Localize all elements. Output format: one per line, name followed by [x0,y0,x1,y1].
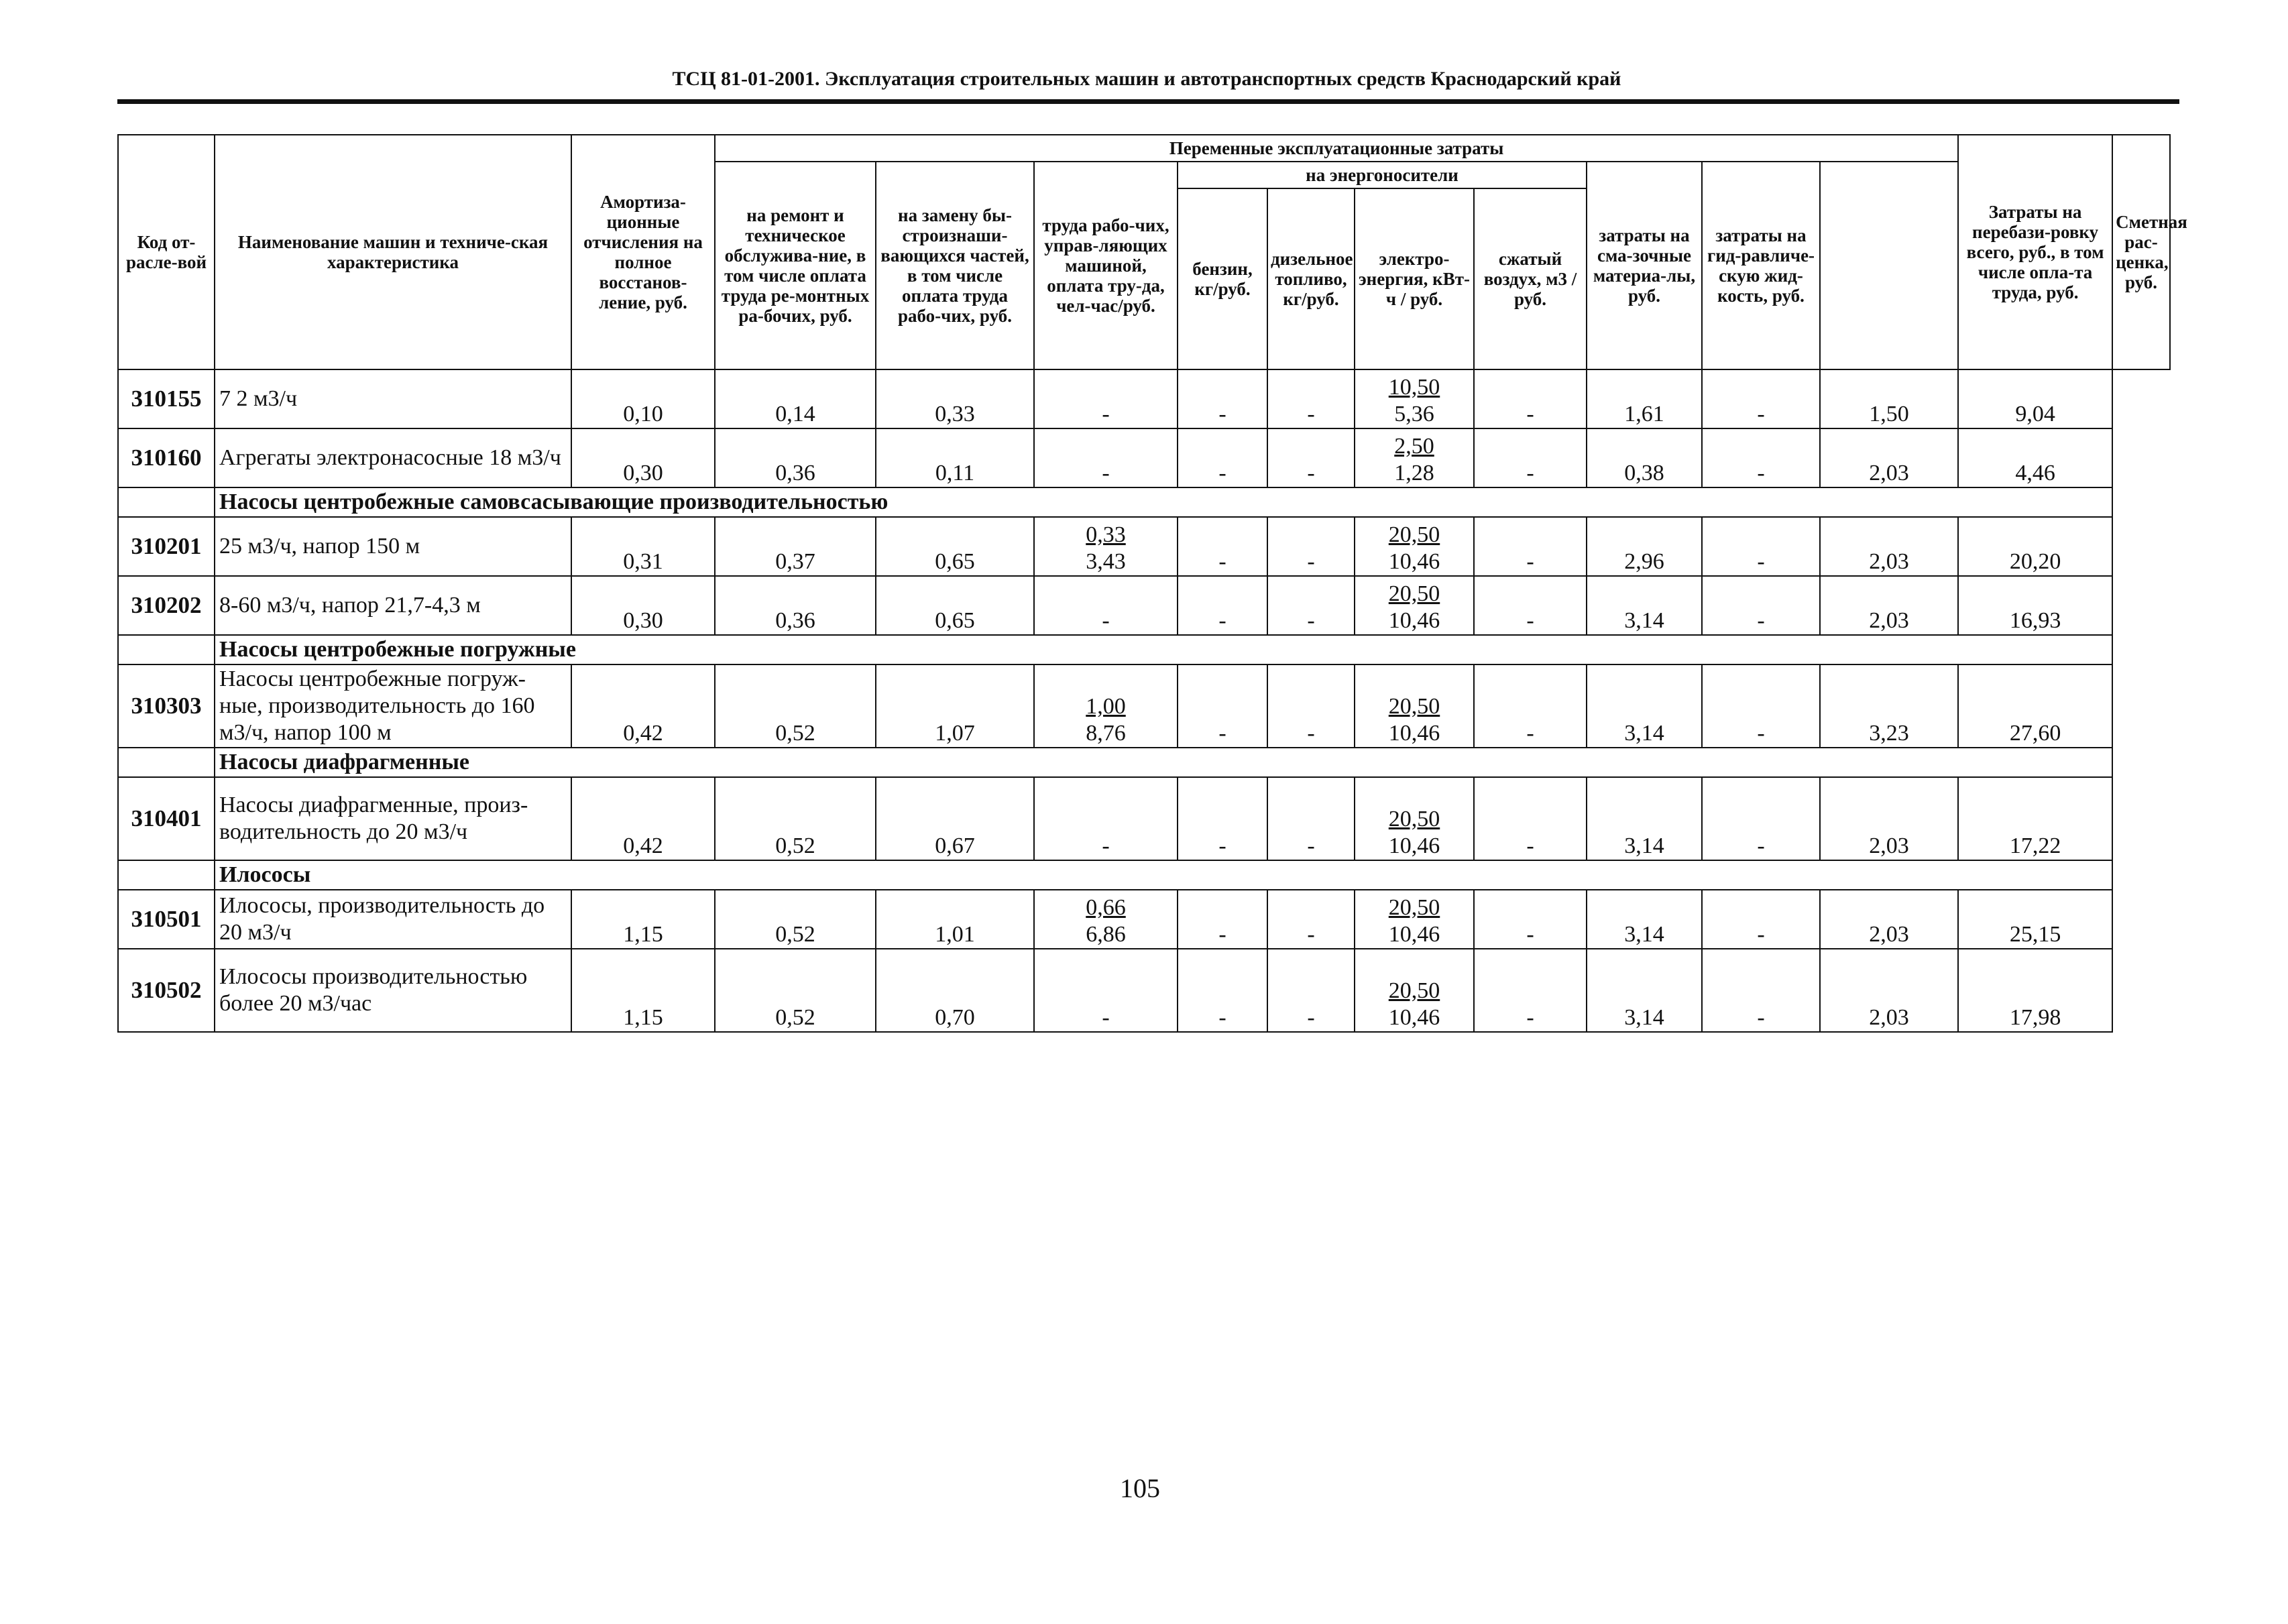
row-code: 310202 [118,576,215,635]
row-rate: 20,20 [1958,517,2112,576]
row-labor-cell [1034,777,1178,860]
row-petrol: - [1178,517,1267,576]
row-electric-cell [1355,949,1474,1032]
row-electric-cell [1355,890,1474,949]
row-repair: 0,52 [715,664,876,748]
table-body [118,369,2170,1032]
row-rate: 4,46 [1958,428,2112,487]
section-heading-row [118,748,2170,777]
electric-cost: 1,28 [1394,461,1434,485]
row-code: 310501 [118,890,215,949]
row-rate: 27,60 [1958,664,2112,748]
row-petrol: - [1178,576,1267,635]
col-header-parts: на замену бы-строизнаши-вающихся частей, в том числе оплата труда рабо-чих, руб. [876,162,1034,369]
row-code: 310160 [118,428,215,487]
electric-kwh: 20,50 [1388,807,1440,831]
section-code-cell [118,860,215,890]
labor-cost: - [1102,461,1110,485]
row-diesel: - [1267,890,1355,949]
table-row [118,517,2170,576]
col-header-amort: Амортиза-ционные отчисления на полное восстанов-ление, руб. [571,135,715,369]
row-lube: 0,38 [1587,428,1702,487]
col-header-name: Наименование машин и техниче-ская характеристика [215,135,571,369]
electric-cost: 10,46 [1388,833,1440,858]
electric-cost: 10,46 [1388,549,1440,574]
row-air: - [1474,517,1587,576]
labor-cost: 6,86 [1086,922,1126,947]
row-electric-cell [1355,369,1474,428]
labor-hours: 0,66 [1086,895,1126,920]
row-labor-cell [1034,369,1178,428]
row-parts: 1,07 [876,664,1034,748]
row-code: 310155 [118,369,215,428]
row-name: Насосы центробежные погруж-ные, производительность до 160 м3/ч, напор 100 м [215,664,571,748]
table-row [118,890,2170,949]
table-row [118,576,2170,635]
labor-hours: 0,33 [1086,522,1126,547]
col-header-repair: на ремонт и техническое обслужива-ние, в том числе оплата труда ре-монтных ра-бочих, руб. [715,162,876,369]
labor-cost: 3,43 [1086,549,1126,574]
labor-hours: 1,00 [1086,694,1126,719]
labor-cost: - [1102,833,1110,858]
row-relocation: 3,23 [1820,664,1958,748]
row-diesel: - [1267,517,1355,576]
row-petrol: - [1178,777,1267,860]
row-repair: 0,52 [715,949,876,1032]
table-row [118,777,2170,860]
row-diesel: - [1267,777,1355,860]
row-petrol: - [1178,664,1267,748]
col-header-energy-group: на энергоносители [1178,162,1587,188]
row-code: 310401 [118,777,215,860]
labor-cost: - [1102,608,1110,633]
page-title: ТСЦ 81-01-2001. Эксплуатация строительных машин и автотранспортных средств Краснодарский край [672,68,1621,90]
page-number: 105 [1120,1473,1160,1503]
table-row [118,664,2170,748]
row-parts: 0,33 [876,369,1034,428]
row-amort: 1,15 [571,890,715,949]
table-row [118,369,2170,428]
section-heading: Насосы центробежные самовсасывающие производительностью [215,487,2112,517]
electric-cost: 10,46 [1388,922,1440,947]
row-relocation: 1,50 [1820,369,1958,428]
row-amort: 0,30 [571,428,715,487]
row-diesel: - [1267,369,1355,428]
col-header-code: Код от-расле-вой [118,135,215,369]
row-labor-cell [1034,517,1178,576]
col-header-rate: Сметная рас-ценка, руб. [2112,135,2170,369]
row-diesel: - [1267,428,1355,487]
row-lube: 3,14 [1587,576,1702,635]
row-relocation: 2,03 [1820,949,1958,1032]
rates-table [117,134,2187,1033]
row-relocation: 2,03 [1820,517,1958,576]
row-hydraulic: - [1702,949,1820,1032]
section-heading: Насосы диафрагменные [215,748,2112,777]
row-labor-cell [1034,664,1178,748]
row-air: - [1474,890,1587,949]
row-hydraulic: - [1702,428,1820,487]
electric-cost: 10,46 [1388,608,1440,633]
row-amort: 0,10 [571,369,715,428]
row-lube: 3,14 [1587,890,1702,949]
col-header-electric: электро-энергия, кВт-ч / руб. [1355,188,1474,369]
row-parts: 0,65 [876,576,1034,635]
row-lube: 3,14 [1587,777,1702,860]
row-name: 8-60 м3/ч, напор 21,7-4,3 м [215,576,571,635]
row-air: - [1474,369,1587,428]
row-code: 310303 [118,664,215,748]
row-lube: 2,96 [1587,517,1702,576]
section-heading-row [118,860,2170,890]
row-lube: 3,14 [1587,949,1702,1032]
row-labor-cell [1034,428,1178,487]
row-parts: 0,65 [876,517,1034,576]
electric-cost: 10,46 [1388,1005,1440,1030]
row-hydraulic: - [1702,369,1820,428]
row-air: - [1474,576,1587,635]
row-rate: 17,98 [1958,949,2112,1032]
row-hydraulic: - [1702,576,1820,635]
row-name: Насосы диафрагменные, произ-водительность до 20 м3/ч [215,777,571,860]
row-relocation: 2,03 [1820,576,1958,635]
row-repair: 0,36 [715,576,876,635]
row-repair: 0,36 [715,428,876,487]
row-name: Илососы производительностью более 20 м3/час [215,949,571,1032]
table-row [118,428,2170,487]
electric-kwh: 20,50 [1388,522,1440,547]
col-header-petrol: бензин, кг/руб. [1178,188,1267,369]
row-electric-cell [1355,576,1474,635]
section-heading-row [118,635,2170,664]
row-lube: 1,61 [1587,369,1702,428]
row-relocation: 2,03 [1820,777,1958,860]
row-relocation: 2,03 [1820,890,1958,949]
col-header-air: сжатый воздух, м3 / руб. [1474,188,1587,369]
labor-cost: 8,76 [1086,721,1126,746]
section-heading: Илососы [215,860,2112,890]
electric-kwh: 20,50 [1388,581,1440,606]
row-name: Илососы, производительность до 20 м3/ч [215,890,571,949]
electric-cost: 10,46 [1388,721,1440,746]
row-electric-cell [1355,428,1474,487]
row-relocation: 2,03 [1820,428,1958,487]
electric-kwh: 2,50 [1394,434,1434,459]
row-rate: 25,15 [1958,890,2112,949]
row-code: 310502 [118,949,215,1032]
row-repair: 0,52 [715,890,876,949]
section-heading: Насосы центробежные погружные [215,635,2112,664]
row-diesel: - [1267,576,1355,635]
electric-kwh: 10,50 [1388,375,1440,400]
row-parts: 0,11 [876,428,1034,487]
row-petrol: - [1178,428,1267,487]
row-petrol: - [1178,949,1267,1032]
section-heading-row [118,487,2170,517]
col-header-hydraulic: затраты на гид-равличе-скую жид-кость, руб. [1702,162,1820,369]
section-code-cell [118,748,215,777]
row-hydraulic: - [1702,890,1820,949]
row-amort: 0,30 [571,576,715,635]
row-electric-cell [1355,777,1474,860]
row-amort: 0,31 [571,517,715,576]
table-row [118,949,2170,1032]
col-header-relocation: Затраты на перебази-ровку всего, руб., в том числе опла-та труда, руб. [1958,135,2112,369]
row-rate: 17,22 [1958,777,2112,860]
col-header-variable-group: Переменные эксплуатационные затраты [715,135,1958,162]
row-hydraulic: - [1702,517,1820,576]
row-diesel: - [1267,664,1355,748]
row-parts: 1,01 [876,890,1034,949]
row-amort: 1,15 [571,949,715,1032]
row-name: 25 м3/ч, напор 150 м [215,517,571,576]
row-petrol: - [1178,890,1267,949]
row-parts: 0,67 [876,777,1034,860]
electric-kwh: 20,50 [1388,895,1440,920]
row-repair: 0,52 [715,777,876,860]
row-diesel: - [1267,949,1355,1032]
row-electric-cell [1355,664,1474,748]
title-rule [117,99,2179,104]
electric-kwh: 20,50 [1388,978,1440,1003]
row-name: Агрегаты электронасосные 18 м3/ч [215,428,571,487]
section-code-cell [118,635,215,664]
labor-cost: - [1102,402,1110,426]
row-lube: 3,14 [1587,664,1702,748]
row-rate: 16,93 [1958,576,2112,635]
row-code: 310201 [118,517,215,576]
col-header-labor: труда рабо-чих, управ-ляющих машиной, оплата тру-да, чел-час/руб. [1034,162,1178,369]
row-amort: 0,42 [571,777,715,860]
row-petrol: - [1178,369,1267,428]
row-repair: 0,37 [715,517,876,576]
row-amort: 0,42 [571,664,715,748]
row-hydraulic: - [1702,777,1820,860]
row-labor-cell [1034,949,1178,1032]
row-labor-cell [1034,576,1178,635]
row-name: 7 2 м3/ч [215,369,571,428]
row-parts: 0,70 [876,949,1034,1032]
row-electric-cell [1355,517,1474,576]
row-air: - [1474,777,1587,860]
row-air: - [1474,428,1587,487]
electric-kwh: 20,50 [1388,694,1440,719]
rates-table-wrapper [117,134,2187,1033]
row-labor-cell [1034,890,1178,949]
row-rate: 9,04 [1958,369,2112,428]
row-repair: 0,14 [715,369,876,428]
electric-cost: 5,36 [1394,402,1434,426]
labor-cost: - [1102,1005,1110,1030]
row-hydraulic: - [1702,664,1820,748]
row-air: - [1474,664,1587,748]
col-header-lube: затраты на сма-зочные материа-лы, руб. [1587,162,1702,369]
col-header-diesel: дизельное топливо, кг/руб. [1267,188,1355,369]
row-air: - [1474,949,1587,1032]
section-code-cell [118,487,215,517]
